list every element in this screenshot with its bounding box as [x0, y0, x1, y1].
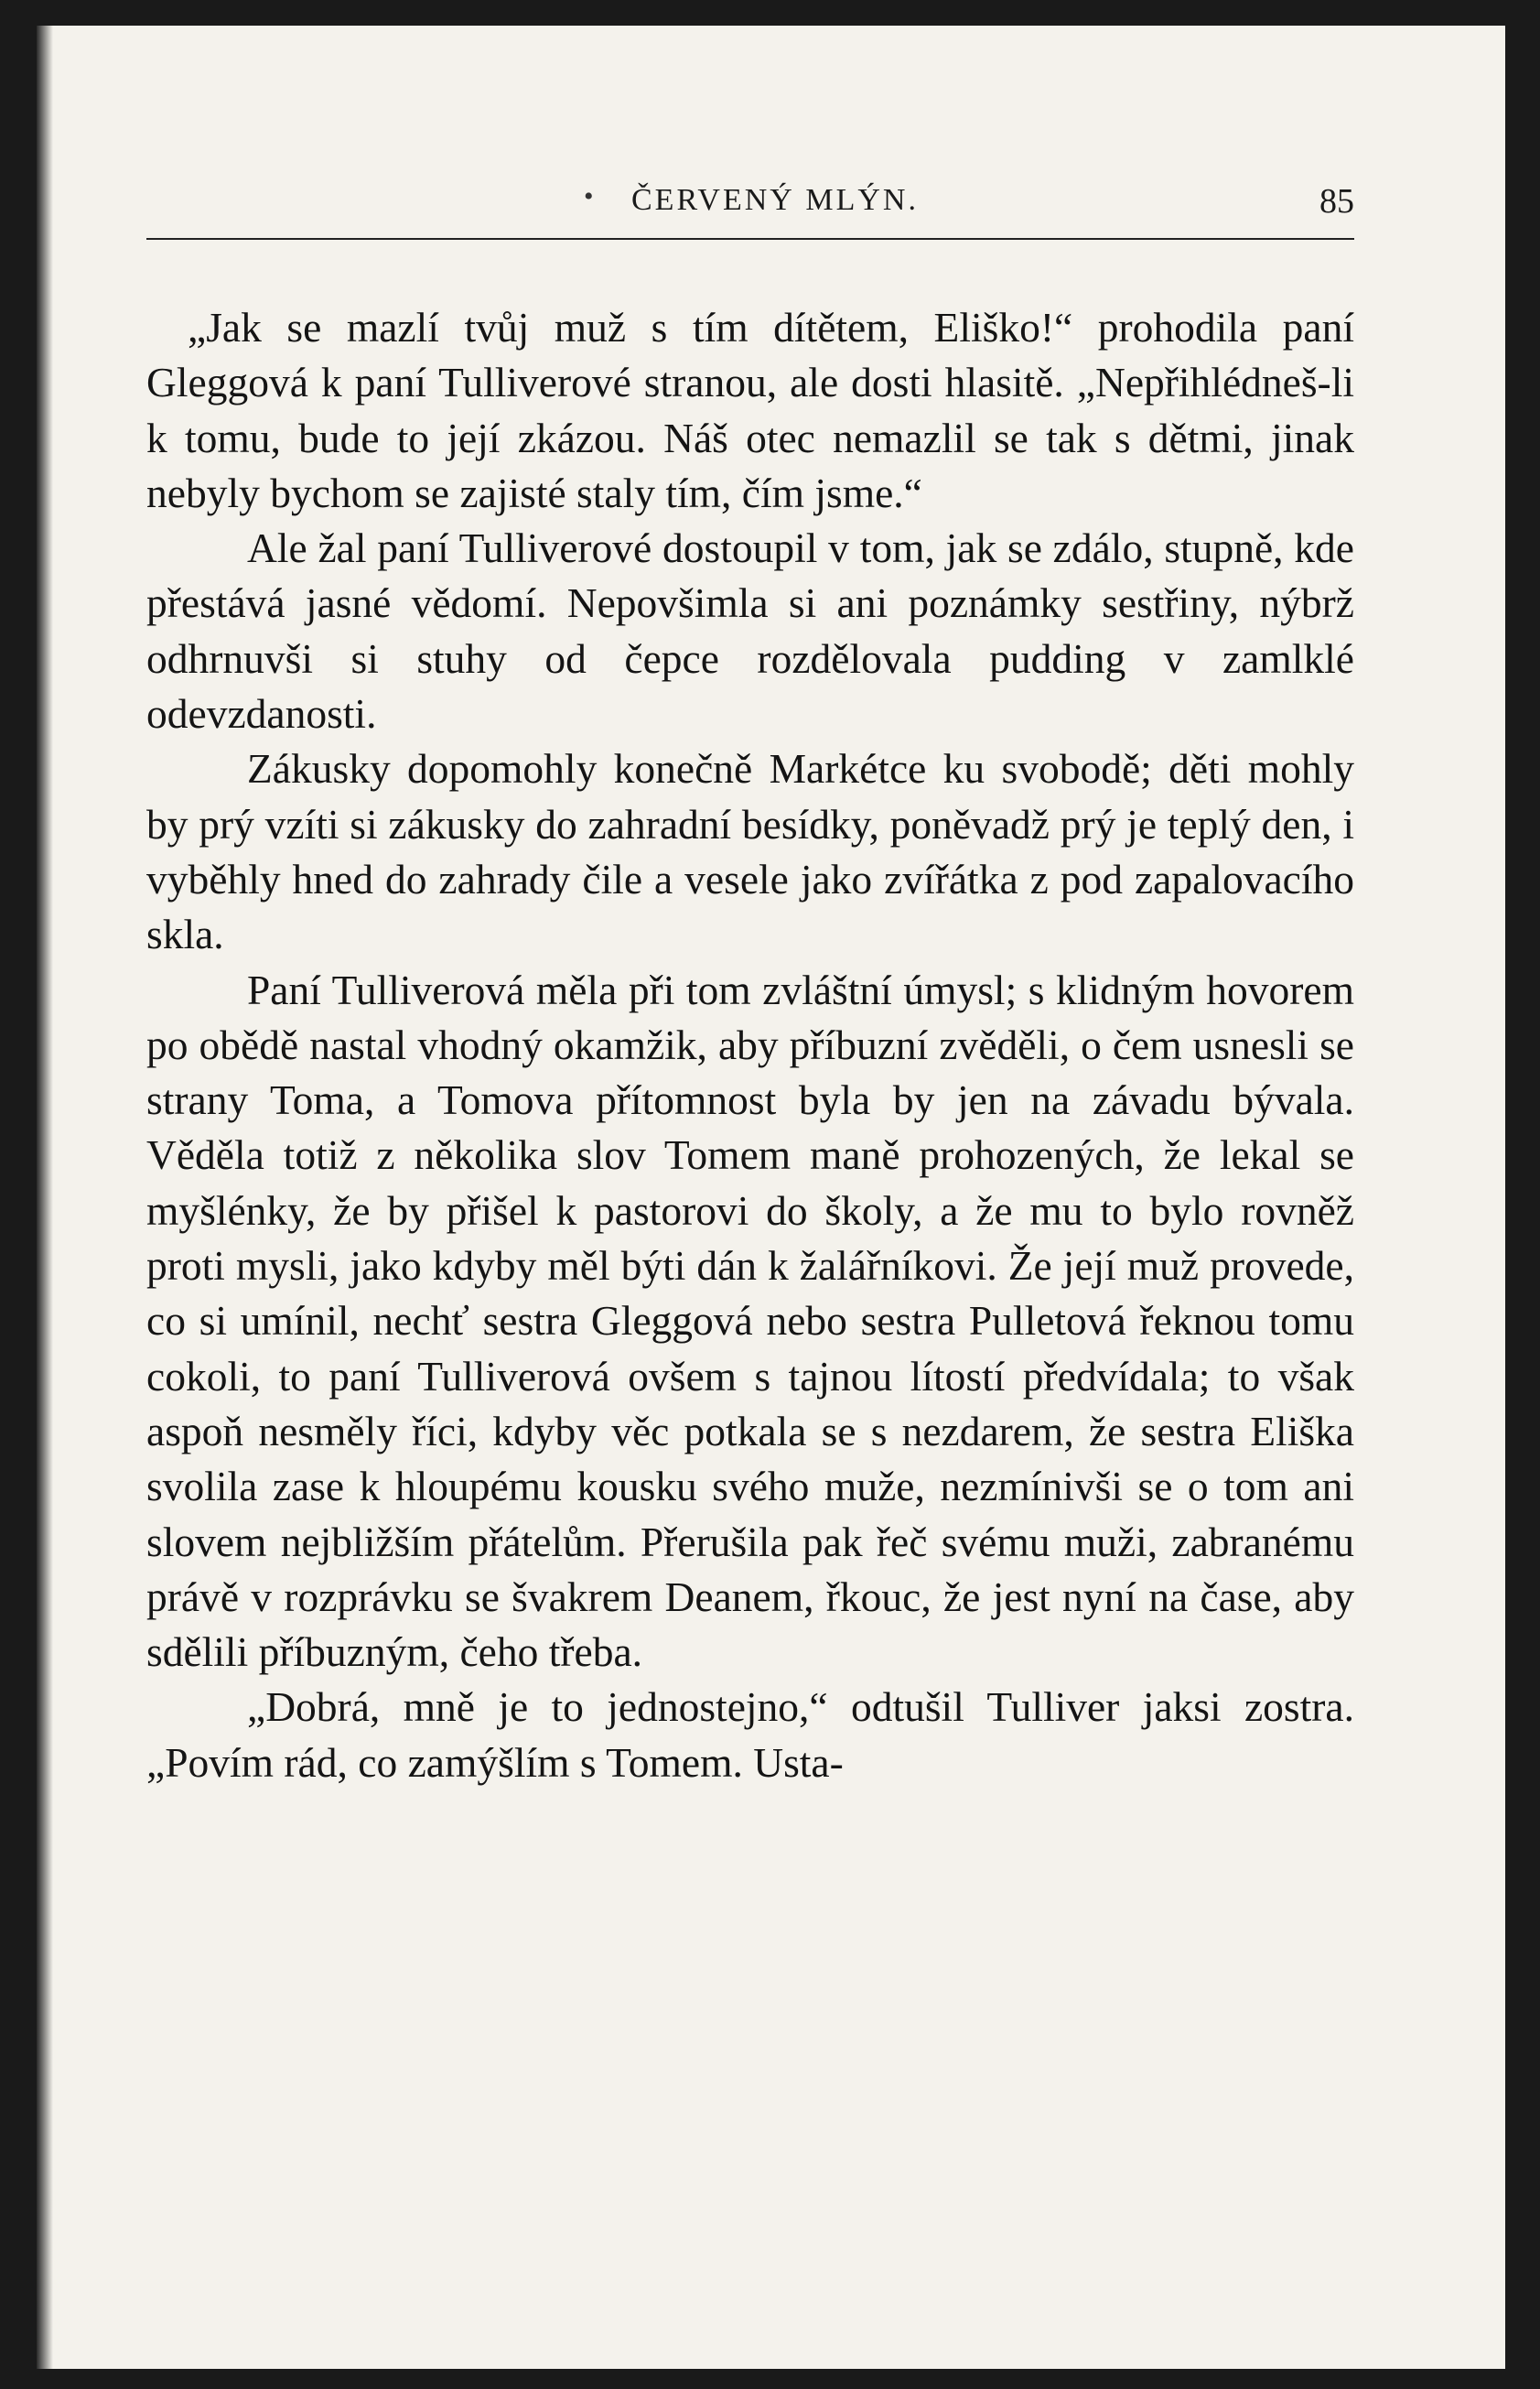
page-number: 85 — [1319, 182, 1354, 221]
paragraph-3: Zákusky dopomohly konečně Markétce ku svobodě; děti mohly by prý vzíti si zákusky do zahradní besídky, poněvadž prý je teplý den, i vyběhly hned do zahrady čile a vesele jako zvířátka z pod zapalovacího skla. — [146, 745, 1354, 958]
body-text — [146, 300, 1354, 1790]
header-ornament: • — [584, 181, 594, 211]
paragraph-1: „Jak se mazlí tvůj muž s tím dítětem, Eliško!“ prohodila paní Gleggová k paní Tulliverové stranou, ale dosti hlasitě. „Nepřihlédneš-li k tomu, bude to její zkázou. Náš otec nemazlil se tak s dětmi, jinak nebyly bychom se zajisté staly tím, čím jsme.“ — [146, 304, 1354, 516]
page-header — [146, 179, 1354, 240]
paragraph-4: Paní Tulliverová měla při tom zvláštní úmysl; s klidným hovorem po obědě nastal vhodný okamžik, aby příbuzní zvěděli, o čem usnesli se strany Toma, a Tomova přítomnost byla by jen na závadu bývala. Věděla totiž z několika slov Tomem maně prohozených, že lekal se myšlénky, že by přišel k pastorovi do školy, a že mu to bylo rovněž proti mysli, jako kdyby měl býti dán k žalářníkovi. Že její muž provede, co si umínil, nechť sestra Gleggová nebo sestra Pulletová řeknou tomu cokoli, to paní Tulliverová ovšem s tajnou lítostí předvídala; to však aspoň nesměly říci, kdyby věc potkala se s nezdarem, že sestra Eliška svolila zase k hloupému kousku svého muže, nezmínivši se o tom ani slovem nejbližším přátelům. Přerušila pak řeč svému muži, zabranému právě v rozprávku se švakrem Deanem, řkouc, že jest nyní na čase, aby sdělili příbuzným, čeho třeba. — [146, 966, 1354, 1676]
paragraph-2: Ale žal paní Tulliverové dostoupil v tom, jak se zdálo, stupně, kde přestává jasné vědomí. Nepovšimla si ani poznámky sestřiny, nýbrž odhrnuvši si stuhy od čepce rozdělovala pudding v zamlklé odevzdanosti. — [146, 524, 1354, 738]
running-title: ČERVENÝ MLÝN. — [631, 183, 919, 217]
paragraph-5: „Dobrá, mně je to jednostejno,“ odtušil Tulliver jaksi zostra. „Povím rád, co zamýšlím s Tomem. Usta- — [146, 1683, 1354, 1786]
book-page — [37, 26, 1505, 2369]
